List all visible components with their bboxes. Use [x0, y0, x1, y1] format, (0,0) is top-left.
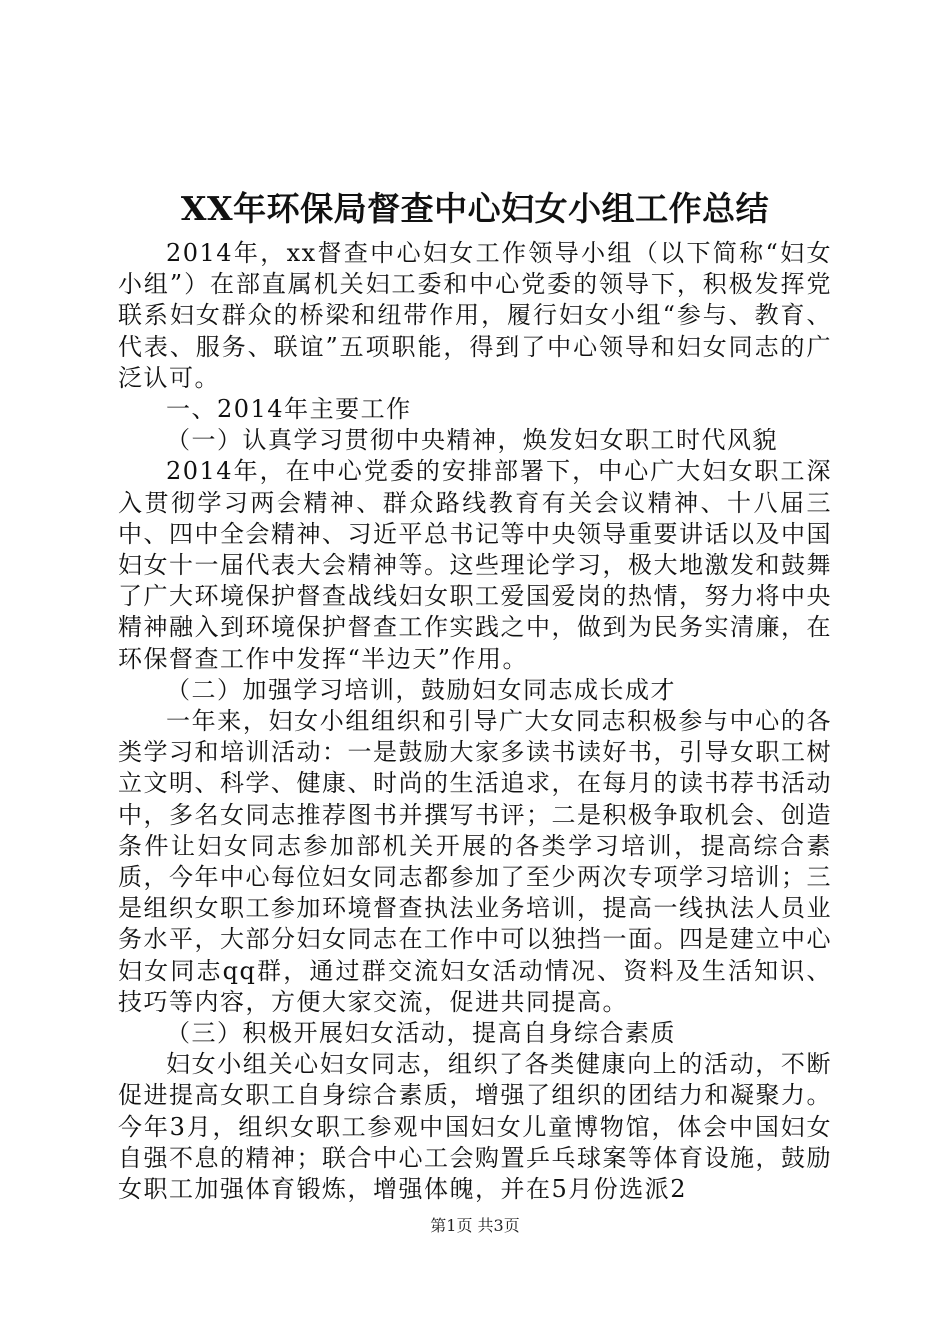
- document-title: XX年环保局督查中心妇女小组工作总结: [180, 189, 770, 228]
- body-paragraph-2: 一年来，妇女小组组织和引导广大女同志积极参与中心的各类学习和培训活动：一是鼓励大家多读书读好书，引导女职工树立文明、科学、健康、时尚的生活追求，在每月的读书荐书活动中，多名女同志推荐图书并撰写书评；二是积极争取机会、创造条件让妇女同志参加部机关开展的各类学习培训，提高综合素质，今年中心每位妇女同志都参加了至少两次专项学习培训；三是组织女职工参加环境督查执法业务培训，提高一线执法人员业务水平，大部分妇女同志在工作中可以独挡一面。四是建立中心妇女同志qq群，通过群交流妇女活动情况、资料及生活知识、技巧等内容，方便大家交流，促进共同提高。: [118, 707, 832, 1016]
- page-footer: 第1页 共3页: [430, 1216, 520, 1235]
- subsection-heading-3: （三）积极开展妇女活动，提高自身综合素质: [166, 1019, 676, 1048]
- document-page: [118, 182, 832, 1205]
- section-heading-1: 一、2014年主要工作: [166, 395, 412, 424]
- subsection-heading-1: （一）认真学习贯彻中央精神，焕发妇女职工时代风貌: [166, 426, 778, 455]
- subsection-heading-2: （二）加强学习培训，鼓励妇女同志成长成才: [166, 675, 676, 704]
- body-paragraph-3: 妇女小组关心妇女同志，组织了各类健康向上的活动，不断促进提高女职工自身综合素质，增强了组织的团结力和凝聚力。今年3月，组织女职工参观中国妇女儿童博物馆，体会中国妇女自强不息的精神；联合中心工会购置乒乓球案等体育设施，鼓励女职工加强体育锻炼，增强体魄，并在5月份选派2: [118, 1050, 832, 1204]
- intro-paragraph: 2014年，xx督查中心妇女工作领导小组（以下简称“妇女小组”）在部直属机关妇工委和中心党委的领导下，积极发挥党联系妇女群众的桥梁和纽带作用，履行妇女小组“参与、教育、代表、服务、联谊”五项职能，得到了中心领导和妇女同志的广泛认可。: [118, 239, 832, 392]
- body-paragraph-1: 2014年，在中心党委的安排部署下，中心广大妇女职工深入贯彻学习两会精神、群众路线教育有关会议精神、十八届三中、四中全会精神、习近平总书记等中央领导重要讲话以及中国妇女十一届代表大会精神等。这些理论学习，极大地激发和鼓舞了广大环境保护督查战线妇女职工爱国爱岗的热情，努力将中央精神融入到环境保护督查工作实践之中，做到为民务实清廉，在环保督查工作中发挥“半边天”作用。: [118, 457, 832, 673]
